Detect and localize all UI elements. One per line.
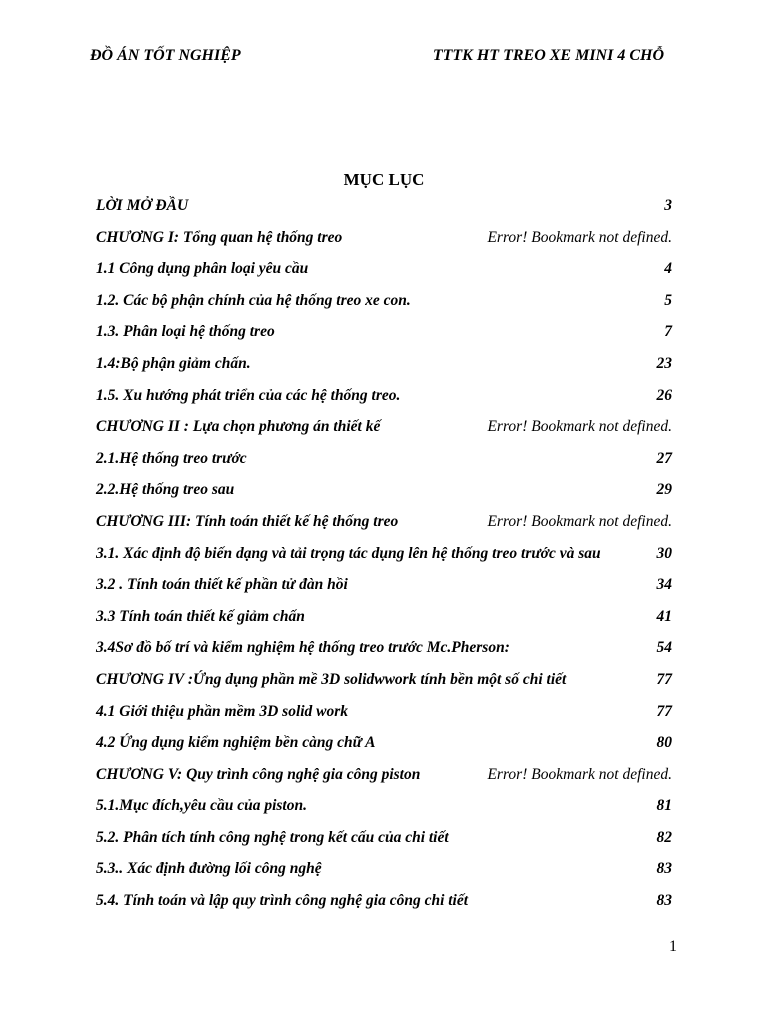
- toc-entry[interactable]: [96, 668, 672, 700]
- toc-entry-label: LỜI MỞ ĐẦU: [96, 197, 189, 214]
- toc-entry-page: 81: [656, 797, 672, 815]
- toc-entry-page: 23: [656, 354, 672, 372]
- table-of-contents: [96, 194, 672, 921]
- toc-entry-page: 83: [656, 860, 672, 878]
- toc-entry-page: 29: [656, 481, 672, 499]
- toc-entry-label: 3.1. Xác định độ biến dạng và tải trọng tác dụng lên hệ thống treo trước và sau: [96, 544, 601, 562]
- toc-entry-label: CHƯƠNG IV :Ứng dụng phần mề 3D solidwwork tính bền một số chi tiết: [96, 670, 567, 688]
- toc-entry[interactable]: [96, 194, 672, 226]
- toc-entry-label: 3.2 . Tính toán thiết kế phần tử đàn hồi: [96, 576, 348, 594]
- toc-entry-label: CHƯƠNG II : Lựa chọn phương án thiết kế: [96, 418, 381, 436]
- toc-entry-label: 2.2.Hệ thống treo sau: [96, 481, 235, 499]
- toc-entry[interactable]: [96, 352, 672, 384]
- toc-entry[interactable]: [96, 857, 672, 889]
- toc-entry-label: 2.1.Hệ thống treo trước: [96, 449, 247, 467]
- toc-entry[interactable]: [96, 636, 672, 668]
- header-right: TTTK HT TREO XE MINI 4 CHỖ: [432, 47, 664, 64]
- toc-entry-label: 5.3.. Xác định đường lối công nghệ: [96, 860, 322, 878]
- toc-entry[interactable]: [96, 510, 672, 542]
- toc-entry[interactable]: [96, 826, 672, 858]
- header-left: ĐỒ ÁN TỐT NGHIỆP: [90, 47, 241, 64]
- toc-entry[interactable]: [96, 415, 672, 447]
- toc-entry[interactable]: [96, 289, 672, 321]
- toc-entry-page: Error! Bookmark not defined.: [487, 512, 672, 530]
- toc-entry-label: CHƯƠNG III: Tính toán thiết kế hệ thống treo: [96, 512, 399, 530]
- toc-title: MỤC LỤC: [343, 170, 425, 189]
- toc-entry-page: 77: [656, 702, 672, 720]
- toc-entry-label: CHƯƠNG I: Tổng quan hệ thống treo: [96, 228, 343, 246]
- toc-entry-page: 3: [664, 197, 672, 214]
- toc-entry[interactable]: [96, 605, 672, 637]
- toc-entry[interactable]: [96, 794, 672, 826]
- toc-entry[interactable]: [96, 731, 672, 763]
- toc-entry[interactable]: [96, 763, 672, 795]
- toc-entry-label: 5.2. Phân tích tính công nghệ trong kết cấu của chi tiết: [96, 828, 449, 846]
- toc-entry-label: 5.4. Tính toán và lập quy trình công nghệ gia công chi tiết: [96, 892, 469, 910]
- toc-entry[interactable]: [96, 889, 672, 921]
- toc-entry-label: 1.2. Các bộ phận chính của hệ thống treo xe con.: [96, 291, 411, 309]
- toc-entry[interactable]: [96, 257, 672, 289]
- toc-entry-page: 7: [664, 323, 672, 341]
- toc-entry-page: Error! Bookmark not defined.: [487, 228, 672, 246]
- toc-entry-label: 5.1.Mục đích,yêu cầu của piston.: [96, 797, 307, 815]
- toc-entry[interactable]: [96, 320, 672, 352]
- toc-entry-label: 3.4Sơ đồ bố trí và kiểm nghiệm hệ thống treo trước Mc.Pherson:: [96, 639, 510, 657]
- toc-entry[interactable]: [96, 478, 672, 510]
- toc-entry-page: 30: [656, 544, 672, 562]
- toc-entry[interactable]: [96, 447, 672, 479]
- toc-entry[interactable]: [96, 700, 672, 732]
- toc-entry-page: 80: [656, 734, 672, 752]
- toc-entry-label: CHƯƠNG V: Quy trình công nghệ gia công piston: [96, 765, 421, 783]
- toc-entry-page: 41: [656, 607, 672, 625]
- toc-entry-page: 5: [664, 291, 672, 309]
- page-header: [90, 47, 664, 65]
- toc-entry-page: 4: [664, 260, 672, 278]
- toc-entry-label: 1.4:Bộ phận giảm chấn.: [96, 354, 251, 372]
- toc-entry-label: 1.5. Xu hướng phát triển của các hệ thống treo.: [96, 386, 401, 404]
- toc-entry-label: 4.2 Ứng dụng kiểm nghiệm bền càng chữ A: [96, 734, 376, 752]
- toc-entry[interactable]: [96, 226, 672, 258]
- toc-entry-label: 1.1 Công dụng phân loại yêu cầu: [96, 260, 309, 278]
- toc-entry-label: 3.3 Tính toán thiết kế giảm chấn: [96, 607, 305, 625]
- toc-entry-page: Error! Bookmark not defined.: [487, 765, 672, 783]
- toc-entry-page: 26: [656, 386, 672, 404]
- toc-entry-page: 54: [656, 639, 672, 657]
- toc-entry-page: 77: [656, 670, 672, 688]
- toc-entry[interactable]: [96, 573, 672, 605]
- toc-entry[interactable]: [96, 384, 672, 416]
- page-number: 1: [669, 938, 677, 955]
- toc-entry[interactable]: [96, 542, 672, 574]
- toc-entry-page: Error! Bookmark not defined.: [487, 418, 672, 436]
- toc-entry-page: 83: [656, 892, 672, 910]
- toc-entry-page: 34: [656, 576, 672, 594]
- toc-entry-label: 1.3. Phân loại hệ thống treo: [96, 323, 275, 341]
- toc-entry-page: 27: [656, 449, 672, 467]
- toc-entry-label: 4.1 Giới thiệu phần mềm 3D solid work: [96, 702, 349, 720]
- toc-entry-page: 82: [656, 828, 672, 846]
